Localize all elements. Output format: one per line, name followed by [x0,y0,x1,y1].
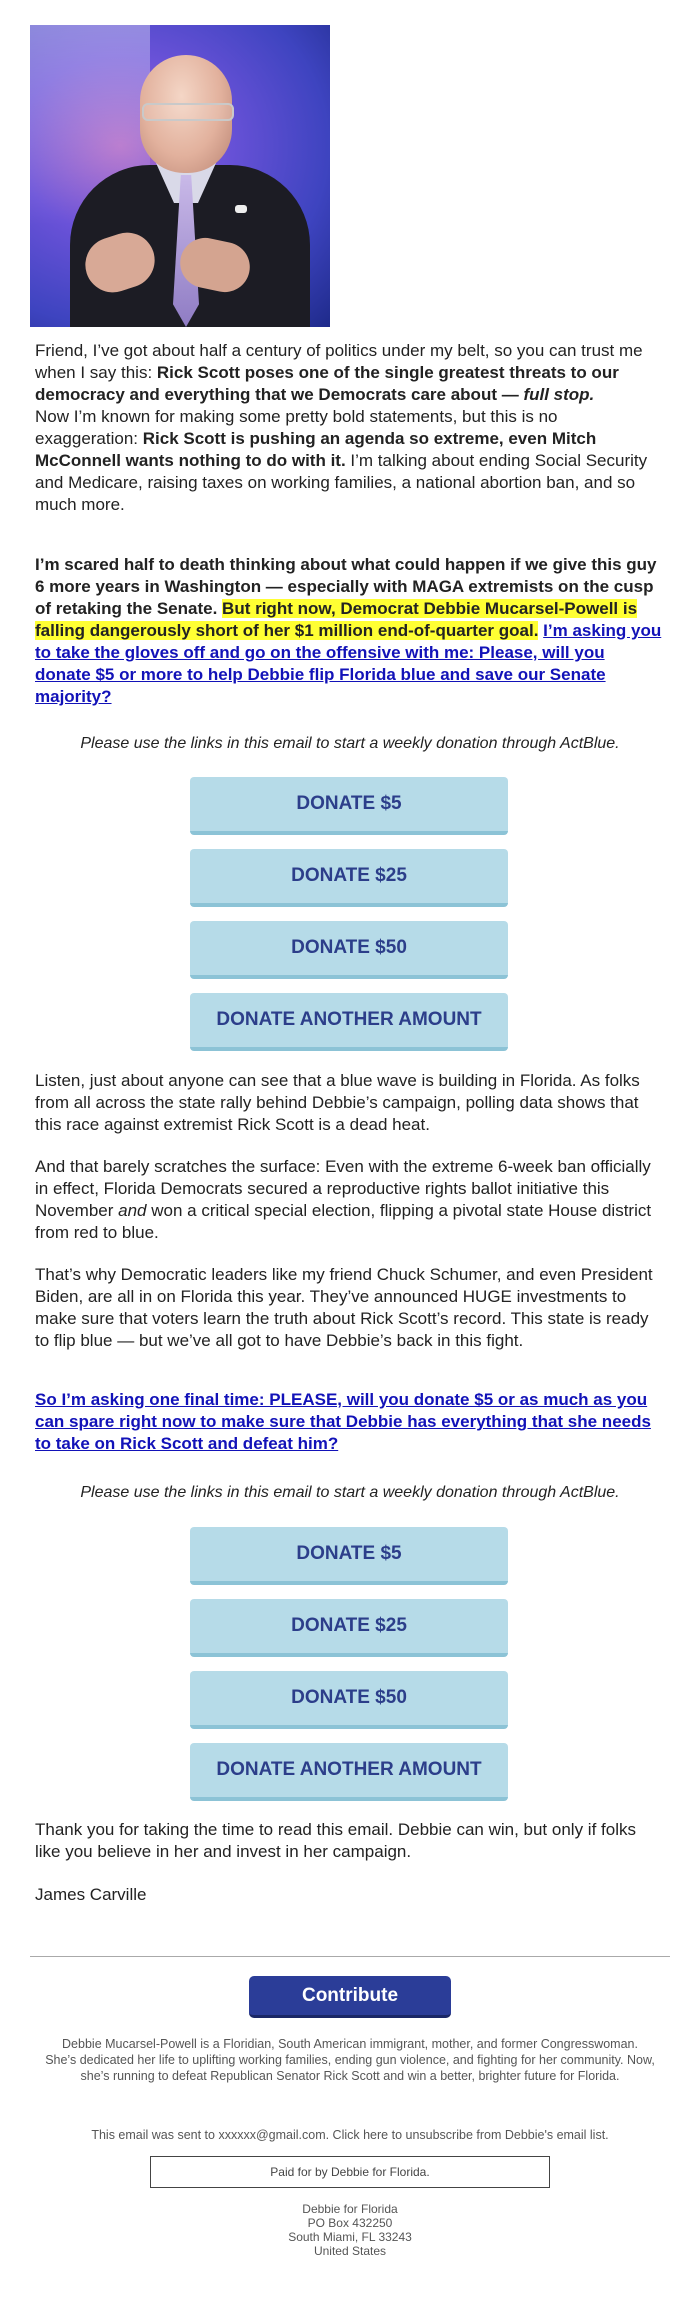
header-photo [30,25,330,327]
final-appeal-link[interactable]: So I’m asking one final time: PLEASE, will you donate $5 or as much as you can spare right now to make sure that Debbie has everything that she needs to take on Rick Scott and defeat him? [35,1390,651,1453]
weekly-donation-note: Please use the links in this email to start a weekly donation through ActBlue. [80,735,620,752]
donate-25-button-2[interactable]: DONATE $25 [190,1599,508,1657]
donate-5-button[interactable]: DONATE $5 [190,777,508,835]
donate-appeal-link[interactable]: I’m asking you to take the gloves off and go on the offensive with me: Please, will you donate $5 or more to help Debbie flip Florida blue and save our Senate majority? [35,621,662,706]
paid-for-by-box: Paid for by Debbie for Florida. [150,2156,550,2188]
donate-50-button[interactable]: DONATE $50 [190,921,508,979]
signature: James Carville [35,1885,147,1904]
body-paragraph-6: That’s why Democratic leaders like my friend Chuck Schumer, and even President Biden, are all in on Florida this year. They’ve announced HUGE investments to make sure that voters learn the truth about Rick Scott’s record. This state is ready to flip blue — but we’ve all got to have Debbie’s back in this fight. [35,1265,653,1350]
donate-50-button-2[interactable]: DONATE $50 [190,1671,508,1729]
intro-paragraph-1: Friend, I’ve got about half a century of politics under my belt, so you can trust me when I say this: Rick Scott poses one of the single greatest threats to our democracy and everything that we Democrats care about — full stop. [35,341,643,404]
donate-other-amount-button[interactable]: DONATE ANOTHER AMOUNT [190,993,508,1051]
body-paragraph-7 [35,1389,665,1455]
body-paragraph-5: And that barely scratches the surface: Even with the extreme 6-week ban officially in effect, Florida Democrats secured a reproductive rights ballot initiative this November and won a critical special election, flipping a pivotal state House district from red to blue. [35,1157,652,1242]
body-paragraph-4: Listen, just about anyone can see that a blue wave is building in Florida. As folks from all across the state rally behind Debbie’s campaign, polling data shows that this race against extremist Rick Scott is a dead heat. [35,1071,640,1134]
intro-paragraph-3: I’m scared half to death thinking about what could happen if we give this guy 6 more years in Washington — especially with MAGA extremists on the cusp of retaking the Senate. But right now, Democrat Debbie Mucarsel-Powell is falling dangerously short of her $1 million end-of-quarter goal. I’m asking you to take the gloves off and go on the offensive with me: Please, will you donate $5 or more to help Debbie flip Florida blue and save our Senate majority? [35,555,662,706]
donate-5-button-2[interactable]: DONATE $5 [190,1527,508,1585]
donate-other-amount-button-2[interactable]: DONATE ANOTHER AMOUNT [190,1743,508,1801]
contribute-button[interactable]: Contribute [249,1976,451,2018]
intro-paragraph-2: Now I’m known for making some pretty bold statements, but this is no exaggeration: Rick Scott is pushing an agenda so extreme, even Mitch McConnell wants nothing to do with it. I’m talking about ending Social Security and Medicare, raising taxes on working families, a national abortion ban, and so much more. [35,407,648,514]
weekly-donation-note-2: Please use the links in this email to start a weekly donation through ActBlue. [80,1484,620,1501]
mailing-address: Debbie for Florida PO Box 432250 South Miami, FL 33243 United States [288,2202,412,2258]
unsubscribe-notice[interactable]: This email was sent to xxxxxx@gmail.com. Click here to unsubscribe from Debbie's email list. [91,2128,609,2142]
footer-divider [30,1956,670,1957]
candidate-bio: Debbie Mucarsel-Powell is a Floridian, South American immigrant, mother, and former Congresswoman. She’s dedicated her life to uplifting working families, ending gun violence, and fighting for her community. Now, she’s running to defeat Republican Senator Rick Scott and win a better, brighter future for Florida. [45,2037,655,2083]
highlighted-goal-text: But right now, Democrat Debbie Mucarsel-Powell is falling dangerously short of her $1 million end-of-quarter goal. [35,599,638,640]
closing-paragraph: Thank you for taking the time to read this email. Debbie can win, but only if folks like you believe in her and invest in her campaign. [35,1820,636,1861]
donate-25-button[interactable]: DONATE $25 [190,849,508,907]
